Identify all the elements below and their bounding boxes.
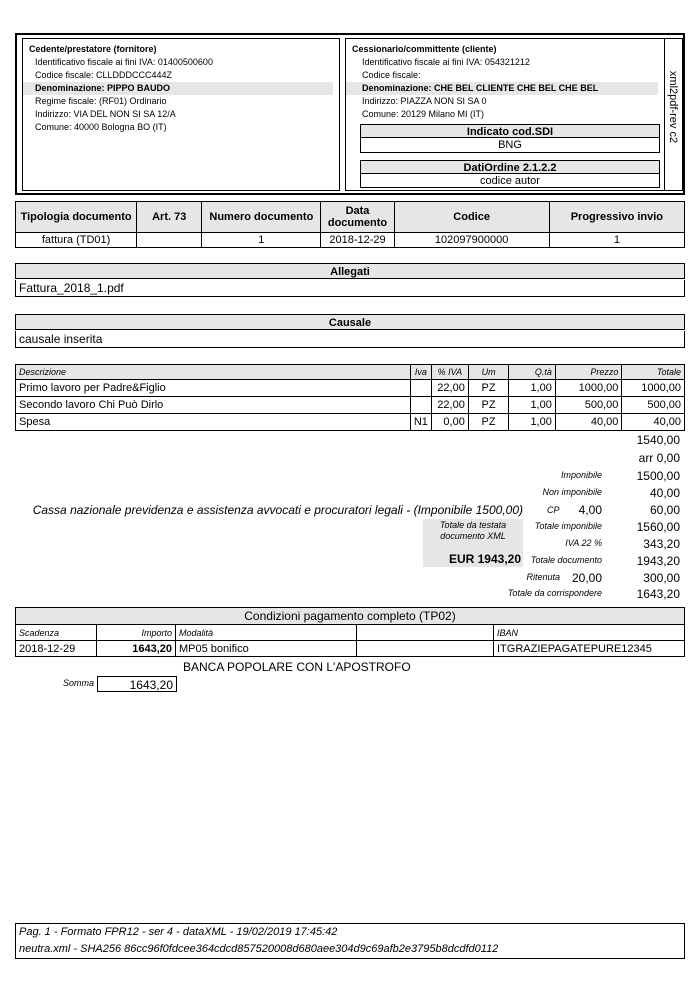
customer-title: Cessionario/committente (cliente)	[352, 44, 497, 54]
item-qty: 1,00	[509, 414, 556, 431]
code-value: 102097900000	[394, 233, 549, 248]
supplier-city: Comune: 40000 Bologna BO (IT)	[35, 122, 167, 132]
attachment-file[interactable]: Fattura_2018_1.pdf	[15, 280, 685, 297]
ritenuta-label: Ritenuta	[526, 572, 560, 582]
item-qty: 1,00	[509, 380, 556, 397]
table-row	[16, 414, 685, 431]
supplier-vat: Identificativo fiscale ai fini IVA: 01400500600	[35, 57, 213, 67]
doc-number-header: Numero documento	[202, 202, 321, 233]
item-um: PZ	[468, 397, 509, 414]
doc-date-header: Data documento	[321, 202, 394, 233]
items-header-iva: Iva	[410, 365, 431, 380]
customer-address: Indirizzo: PIAZZA NON SI SA 0	[362, 96, 487, 106]
bank-name: BANCA POPOLARE CON L'APOSTROFO	[183, 660, 411, 674]
item-total: 1000,00	[622, 380, 685, 397]
payment-title: Condizioni pagamento completo (TP02)	[16, 608, 685, 625]
ritenuta-value: 300,00	[643, 571, 680, 585]
payment-header-amount: Importo	[97, 625, 176, 641]
art73-header: Art. 73	[137, 202, 202, 233]
payment-header-due: Scadenza	[16, 625, 97, 641]
art73-value	[137, 233, 202, 248]
imponibile-label: Imponibile	[560, 470, 602, 480]
footer-line-1: Pag. 1 - Formato FPR12 - ser 4 - dataXML - 19/02/2019 17:45:42	[19, 926, 338, 938]
corrispondere-value: 1643,20	[636, 587, 680, 601]
non-imponibile-value: 40,00	[649, 486, 680, 500]
sum-label: Somma	[62, 678, 94, 688]
total-doc-value: 1943,20	[636, 554, 680, 568]
supplier-title: Cedente/prestatore (fornitore)	[29, 44, 157, 54]
items-header-description: Descrizione	[16, 365, 411, 380]
payment-amount: 1643,20	[97, 641, 176, 657]
table-row	[16, 641, 685, 657]
sdi-value: BNG	[360, 138, 660, 153]
item-vat-rate: 22,00	[431, 380, 468, 397]
non-imponibile-label: Non imponibile	[542, 487, 602, 497]
item-iva	[410, 380, 431, 397]
payment-header-blank	[357, 625, 494, 641]
customer-tax-code: Codice fiscale:	[362, 70, 421, 80]
item-price: 40,00	[555, 414, 622, 431]
item-iva	[410, 397, 431, 414]
payment-method: MP05 bonifico	[176, 641, 357, 657]
items-header-um: Um	[468, 365, 509, 380]
payment-header-iban: IBAN	[494, 625, 685, 641]
customer-name: Denominazione: CHE BEL CLIENTE CHE BEL CHE BEL	[346, 82, 658, 95]
items-header-total: Totale	[622, 365, 685, 380]
total-doc-label: Totale documento	[530, 555, 602, 565]
items-header-vat-rate: % IVA	[431, 365, 468, 380]
doc-type-header: Tipologia documento	[16, 202, 137, 233]
sdi-label: Indicato cod.SDI	[360, 124, 660, 138]
item-um: PZ	[468, 380, 509, 397]
doc-number-value: 1	[202, 233, 321, 248]
payment-iban: ITGRAZIEPAGATEPURE12345	[494, 641, 685, 657]
supplier-box	[22, 38, 340, 191]
items-header-price: Prezzo	[555, 365, 622, 380]
order-value: codice autor	[360, 174, 660, 188]
supplier-address: Indirizzo: VIA DEL NON SI SA 12/A	[35, 109, 176, 119]
table-row	[16, 380, 685, 397]
items-header-qty: Q.tà	[509, 365, 556, 380]
item-description: Primo lavoro per Padre&Figlio	[16, 380, 411, 397]
footer	[15, 923, 685, 959]
iva-value: 343,20	[643, 537, 680, 551]
item-qty: 1,00	[509, 397, 556, 414]
order-label: DatiOrdine 2.1.2.2	[360, 160, 660, 174]
items-table	[15, 364, 685, 431]
item-um: PZ	[468, 414, 509, 431]
supplier-name: Denominazione: PIPPO BAUDO	[23, 82, 333, 95]
progressive-value: 1	[549, 233, 684, 248]
table-row	[16, 397, 685, 414]
document-table	[15, 201, 685, 248]
cassa-text: Cassa nazionale previdenza e assistenza avvocati e procuratori legali - (Imponibile 1500,00)	[32, 503, 523, 517]
payment-due-date: 2018-12-29	[16, 641, 97, 657]
doc-type-value: fattura (TD01)	[16, 233, 137, 248]
item-total: 500,00	[622, 397, 685, 414]
testata-label: Totale da testata documento XML	[439, 520, 507, 541]
sum-value: 1643,20	[97, 676, 177, 692]
revision-label: xml2pdf-rev c2	[667, 70, 679, 144]
customer-city: Comune: 20129 Milano MI (IT)	[362, 109, 485, 119]
item-price: 500,00	[555, 397, 622, 414]
payment-blank	[357, 641, 494, 657]
cp-value: 60,00	[649, 503, 680, 517]
item-description: Spesa	[16, 414, 411, 431]
progressive-header: Progressivo invio	[549, 202, 684, 233]
corrispondere-label: Totale da corrispondere	[507, 588, 602, 598]
item-vat-rate: 22,00	[431, 397, 468, 414]
doc-date-value: 2018-12-29	[321, 233, 394, 248]
item-iva: N1	[410, 414, 431, 431]
payment-header-method: Modalità	[176, 625, 357, 641]
total-sum: 1540,00	[636, 433, 680, 447]
total-imponibile-label: Totale imponibile	[534, 521, 602, 531]
supplier-tax-code: Codice fiscale: CLLDDDCCC444Z	[35, 70, 173, 80]
total-imponibile-value: 1560,00	[636, 520, 680, 534]
causale-value: causale inserita	[15, 331, 685, 348]
supplier-regime: Regime fiscale: (RF01) Ordinario	[35, 96, 167, 106]
imponibile-value: 1500,00	[636, 469, 680, 483]
item-vat-rate: 0,00	[431, 414, 468, 431]
code-header: Codice	[394, 202, 549, 233]
causale-title: Causale	[15, 314, 685, 330]
ritenuta-rate: 20,00	[571, 571, 602, 585]
item-total: 40,00	[622, 414, 685, 431]
customer-vat: Identificativo fiscale ai fini IVA: 054321212	[362, 57, 530, 67]
item-description: Secondo lavoro Chi Può Dirlo	[16, 397, 411, 414]
footer-line-2: neutra.xml - SHA256 86cc96f0fdcee364cdcd857520008d680aee304d9c69afb2e3795b8dcdfd0112	[19, 943, 499, 955]
payment-table	[15, 607, 685, 657]
attachments-title: Allegati	[15, 263, 685, 279]
iva-label: IVA 22 %	[565, 538, 602, 548]
eur-total: EUR 1943,20	[448, 552, 521, 566]
cp-rate: 4,00	[578, 503, 602, 517]
cp-label: CP	[547, 505, 560, 515]
rounding: arr 0,00	[638, 451, 680, 465]
item-price: 1000,00	[555, 380, 622, 397]
